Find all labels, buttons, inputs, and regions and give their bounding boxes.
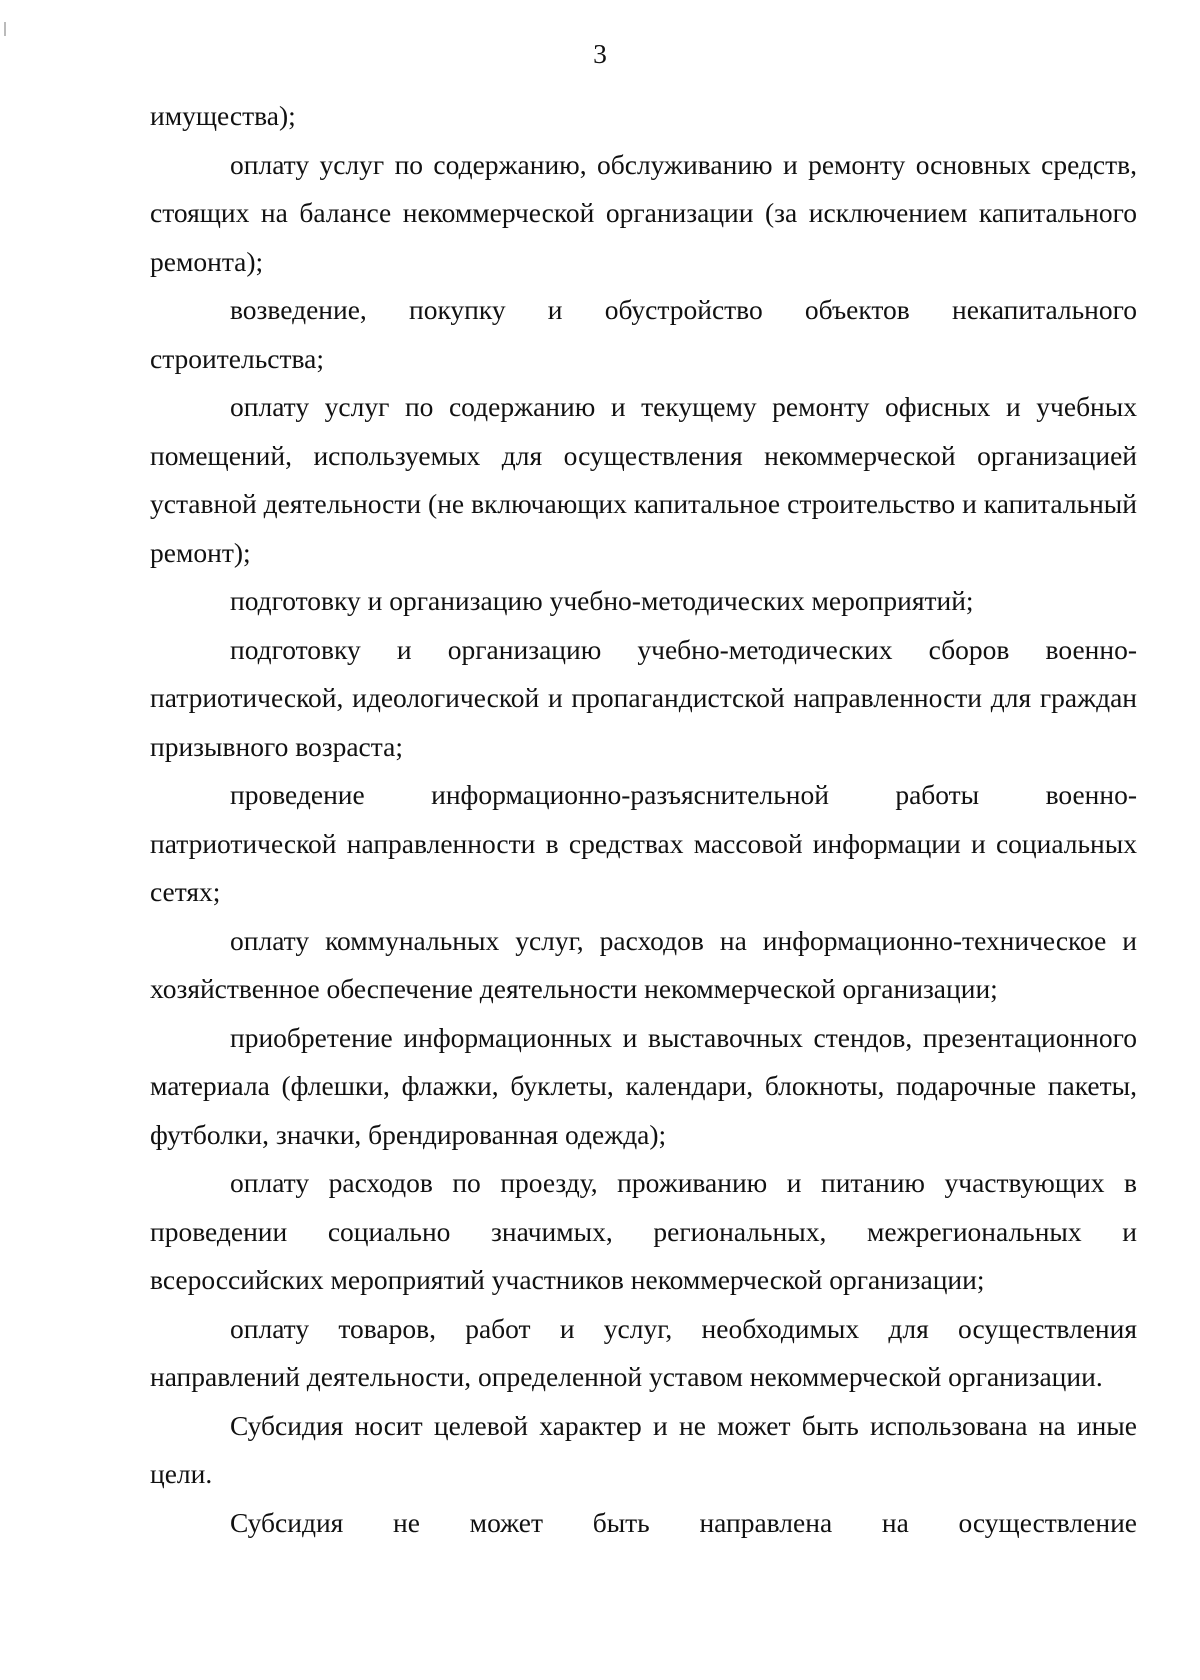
paragraph-subsidy-restriction: Субсидия не может быть направлена на осуществление xyxy=(230,1506,1137,1538)
paragraph-stands-materials: приобретение информационных и выставочных стендов, презентационного материала (флешки, флажки, буклеты, календари, блокноты, подарочные пакеты, футболки, значки, брендированная одежда); xyxy=(150,1021,1137,1150)
document-body xyxy=(150,92,1137,1547)
paragraph-methodical-events: подготовку и организацию учебно-методических мероприятий; xyxy=(230,585,974,616)
paragraph-patriotic-training: подготовку и организацию учебно-методических сборов военно-патриотической, идеологической и пропагандистской направленности для граждан призывного возраста; xyxy=(150,633,1137,762)
paragraph-maintenance-fixed-assets: оплату услуг по содержанию, обслуживанию и ремонту основных средств, стоящих на балансе некоммерческой организации (за исключением капитального ремонта); xyxy=(150,148,1137,277)
paragraph-utilities: оплату коммунальных услуг, расходов на информационно-техническое и хозяйственное обеспечение деятельности некоммерческой организации; xyxy=(150,924,1137,1004)
paragraph-media-work: проведение информационно-разъяснительной работы военно-патриотической направленности в средствах массовой информации и социальных сетях; xyxy=(150,779,1137,907)
paragraph-subsidy-purpose: Субсидия носит целевой характер и не может быть использована на иные цели. xyxy=(150,1409,1137,1489)
paragraph-office-premises-repair: оплату услуг по содержанию и текущему ремонту офисных и учебных помещений, используемых для осуществления некоммерческой организацией уставной деятельности (не включающих капитальное строительство и капитальный ремонт); xyxy=(150,391,1137,568)
paragraph-goods-services: оплату товаров, работ и услуг, необходимых для осуществления направлений деятельности, определенной уставом некоммерческой организации. xyxy=(150,1312,1137,1392)
paragraph-continuation: имущества); xyxy=(150,100,296,131)
paragraph-non-capital-construction: возведение, покупку и обустройство объектов некапитального строительства; xyxy=(150,294,1137,374)
page-number: 3 xyxy=(593,38,607,69)
paragraph-travel-expenses: оплату расходов по проезду, проживанию и питанию участвующих в проведении социально значимых, региональных, межрегиональных и всероссийских мероприятий участников некоммерческой организации; xyxy=(150,1167,1137,1295)
